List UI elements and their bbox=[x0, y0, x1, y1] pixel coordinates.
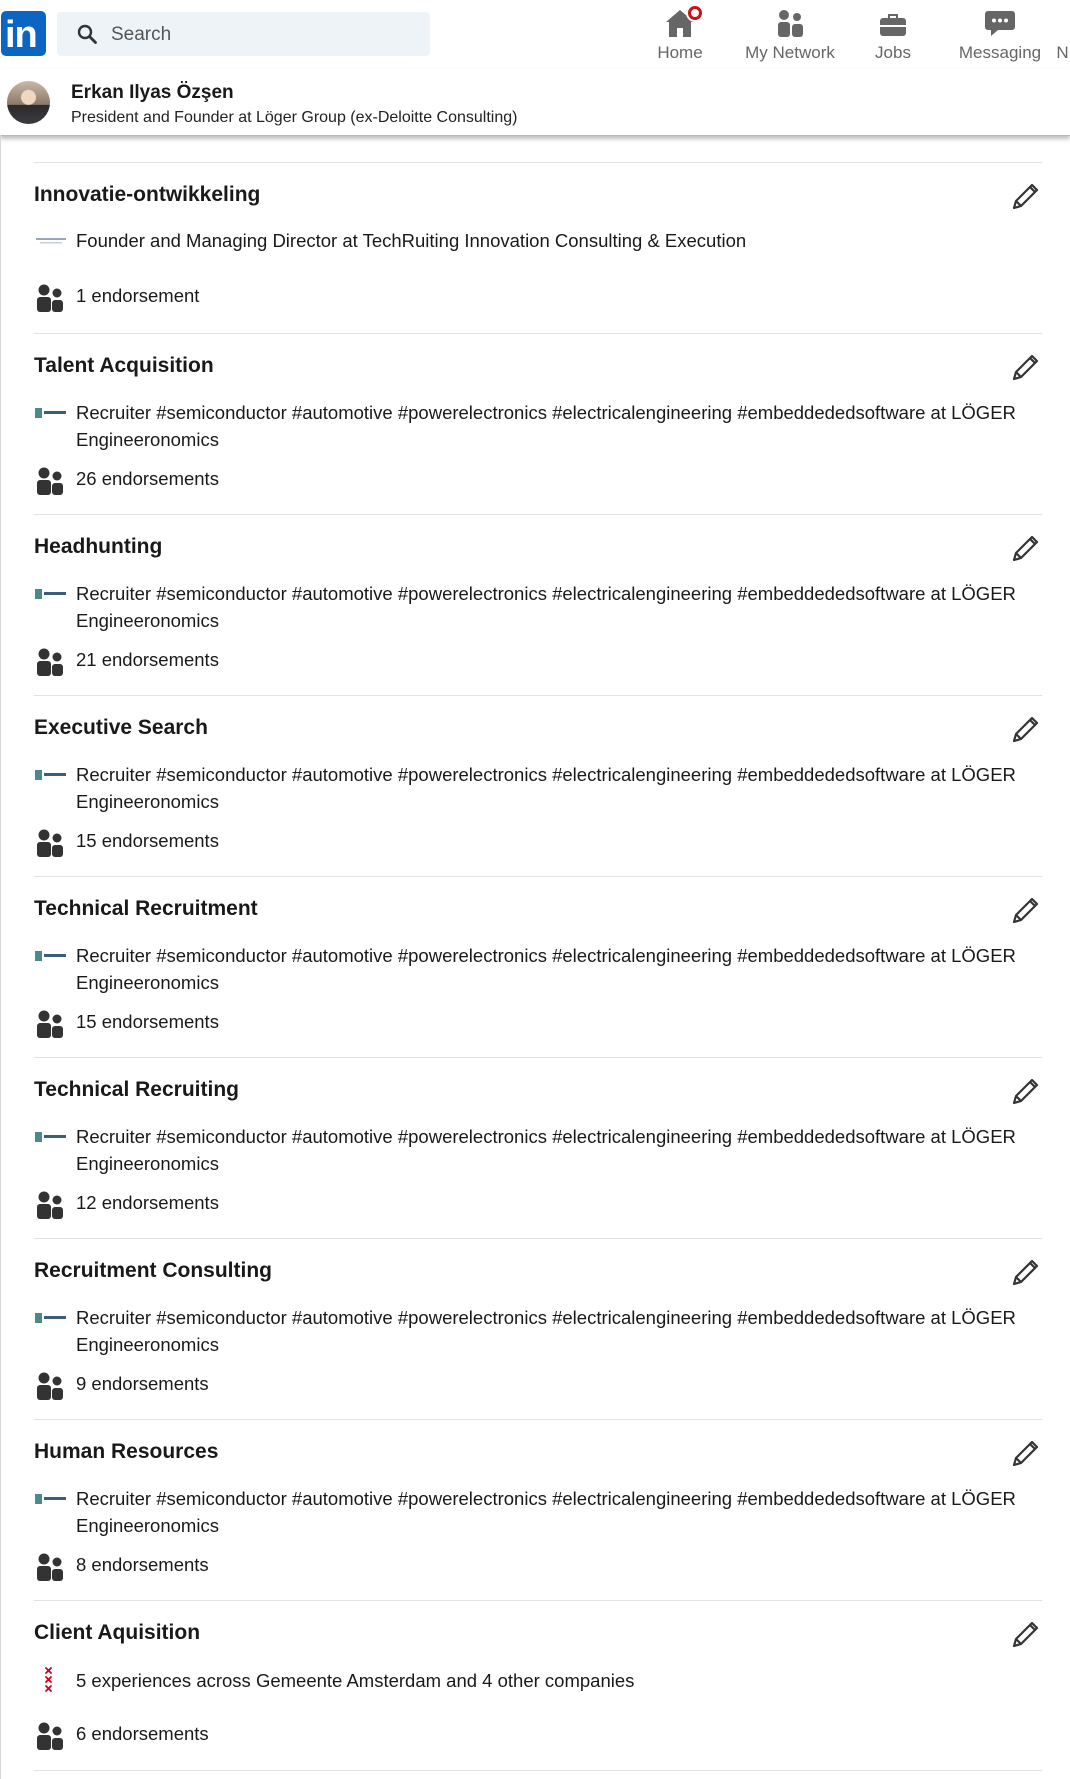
endorsers-icon bbox=[36, 647, 64, 677]
endorsers-icon bbox=[36, 1009, 64, 1039]
endorsers-icon bbox=[36, 1190, 64, 1220]
skill-item: Headhunting Recruiter #semiconductor #automotive #powerelectronics #electricalengineering #embeddededsoftware at LÖGER Engineeronomics 21 endorsements bbox=[34, 514, 1042, 695]
nav-home[interactable]: Home bbox=[652, 6, 708, 64]
skill-item: Innovatie-ontwikkeling Founder and Managing Director at TechRuiting Innovation Consulting & Execution 1 endorsement bbox=[34, 162, 1042, 333]
endorsers-icon bbox=[36, 828, 64, 858]
pencil-icon[interactable] bbox=[1010, 351, 1042, 383]
nav-jobs[interactable]: Jobs bbox=[866, 6, 920, 64]
company-logo bbox=[34, 1308, 68, 1328]
pencil-icon[interactable] bbox=[1010, 713, 1042, 745]
avatar[interactable] bbox=[7, 81, 50, 124]
linkedin-logo[interactable]: in bbox=[1, 11, 46, 56]
company-logo bbox=[34, 403, 68, 423]
home-icon bbox=[652, 6, 708, 38]
skill-context-text[interactable]: Founder and Managing Director at TechRuiting Innovation Consulting & Execution bbox=[76, 230, 747, 251]
skill-item: Human Resources Recruiter #semiconductor #automotive #powerelectronics #electricalengineering #embeddededsoftware at LÖGER Engineeronomics 8 endorsements bbox=[34, 1419, 1042, 1600]
endorsers-icon bbox=[36, 283, 64, 313]
message-icon bbox=[955, 6, 1045, 38]
pencil-icon[interactable] bbox=[1010, 1256, 1042, 1288]
skill-item: Technical Recruitment Recruiter #semiconductor #automotive #powerelectronics #electricalengineering #embeddededsoftware at LÖGER Engineeronomics 15 endorsements bbox=[34, 876, 1042, 1057]
profile-name[interactable]: Erkan Ilyas Özşen bbox=[71, 82, 234, 103]
skill-name[interactable]: Innovatie-ontwikkeling bbox=[34, 183, 261, 206]
skill-name[interactable]: Client Aquisition bbox=[34, 1621, 201, 1644]
company-logo bbox=[34, 1127, 68, 1147]
profile-headline: President and Founder at Löger Group (ex-Deloitte Consulting) bbox=[71, 109, 518, 126]
people-icon bbox=[740, 6, 840, 38]
pencil-icon[interactable] bbox=[1010, 180, 1042, 212]
skill-context-text[interactable]: Recruiter #semiconductor #automotive #powerelectronics #electricalengineering #embeddededsoftware at LÖGER Engineeronomics bbox=[76, 1488, 1016, 1536]
skill-name[interactable]: Headhunting bbox=[34, 535, 163, 558]
nav-messaging[interactable]: Messaging bbox=[955, 6, 1045, 64]
skill-context-text[interactable]: Recruiter #semiconductor #automotive #powerelectronics #electricalengineering #embeddededsoftware at LÖGER Engineeronomics bbox=[76, 402, 1016, 450]
skill-context-text[interactable]: Recruiter #semiconductor #automotive #powerelectronics #electricalengineering #embeddededsoftware at LÖGER Engineeronomics bbox=[76, 945, 1016, 993]
skill-context-text[interactable]: Recruiter #semiconductor #automotive #powerelectronics #electricalengineering #embeddededsoftware at LÖGER Engineeronomics bbox=[76, 1126, 1016, 1174]
skill-name[interactable]: Human Resources bbox=[34, 1440, 219, 1463]
amsterdam-xxx-icon bbox=[34, 1667, 68, 1693]
skill-context-text[interactable]: Recruiter #semiconductor #automotive #powerelectronics #electricalengineering #embeddededsoftware at LÖGER Engineeronomics bbox=[76, 583, 1016, 631]
endorsers-icon bbox=[36, 1371, 64, 1401]
skill-name[interactable]: Talent Acquisition bbox=[34, 354, 214, 377]
skill-item: Technical Recruiting Recruiter #semiconductor #automotive #powerelectronics #electricalengineering #embeddededsoftware at LÖGER Engineeronomics 12 endorsements bbox=[34, 1057, 1042, 1238]
skill-item: Executive Search Recruiter #semiconductor #automotive #powerelectronics #electricalengineering #embeddededsoftware at LÖGER Engineeronomics 15 endorsements bbox=[34, 695, 1042, 876]
pencil-icon[interactable] bbox=[1010, 894, 1042, 926]
search-icon bbox=[77, 24, 97, 44]
endorsers-icon bbox=[36, 1552, 64, 1582]
company-logo bbox=[34, 765, 68, 785]
skill-context-text[interactable]: 5 experiences across Gemeente Amsterdam and 4 other companies bbox=[76, 1670, 635, 1691]
nav-notifications[interactable]: N bbox=[1056, 43, 1069, 62]
pencil-icon[interactable] bbox=[1010, 1437, 1042, 1469]
skill-name[interactable]: Executive Search bbox=[34, 716, 208, 739]
skill-name[interactable]: Technical Recruitment bbox=[34, 897, 258, 920]
skill-name[interactable]: Recruitment Consulting bbox=[34, 1259, 273, 1282]
skill-context-text[interactable]: Recruiter #semiconductor #automotive #powerelectronics #electricalengineering #embeddededsoftware at LÖGER Engineeronomics bbox=[76, 764, 1016, 812]
company-logo bbox=[34, 231, 68, 251]
content-border bbox=[0, 135, 1, 1779]
skill-item: Recruitment Consulting Recruiter #semiconductor #automotive #powerelectronics #electricalengineering #embeddededsoftware at LÖGER Engineeronomics 9 endorsements bbox=[34, 1238, 1042, 1419]
search-input[interactable] bbox=[109, 20, 413, 50]
pencil-icon[interactable] bbox=[1010, 1618, 1042, 1650]
skill-item: Client Aquisition 5 experiences across Gemeente Amsterdam and 4 other companies 6 endorsements bbox=[34, 1600, 1042, 1771]
endorsers-icon bbox=[36, 1721, 64, 1751]
skill-context-text[interactable]: Recruiter #semiconductor #automotive #powerelectronics #electricalengineering #embeddededsoftware at LÖGER Engineeronomics bbox=[76, 1307, 1016, 1355]
company-logo bbox=[34, 584, 68, 604]
briefcase-icon bbox=[866, 6, 920, 38]
top-nav bbox=[0, 0, 1070, 70]
pencil-icon[interactable] bbox=[1010, 532, 1042, 564]
company-logo bbox=[34, 946, 68, 966]
nav-my-network[interactable]: My Network bbox=[740, 6, 840, 64]
company-logo bbox=[34, 1489, 68, 1509]
search-bar[interactable] bbox=[57, 12, 430, 56]
notification-badge bbox=[686, 4, 704, 22]
skill-item: Talent Acquisition Recruiter #semiconductor #automotive #powerelectronics #electricalengineering #embeddededsoftware at LÖGER Engineeronomics 26 endorsements bbox=[34, 333, 1042, 514]
endorsers-icon bbox=[36, 466, 64, 496]
pencil-icon[interactable] bbox=[1010, 1075, 1042, 1107]
skills-list bbox=[34, 162, 1042, 1771]
skill-name[interactable]: Technical Recruiting bbox=[34, 1078, 239, 1101]
profile-header bbox=[0, 69, 1070, 136]
